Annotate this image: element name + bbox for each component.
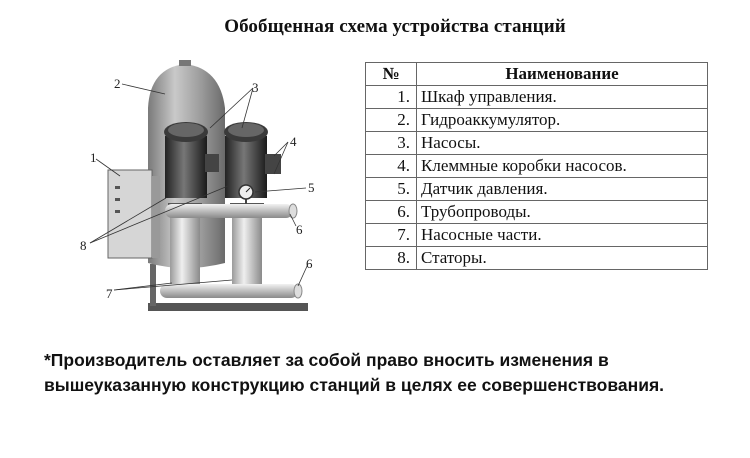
row-number: 8.	[366, 247, 417, 270]
lower-manifold-pipe	[160, 284, 302, 298]
row-name: Статоры.	[417, 247, 708, 270]
row-name: Шкаф управления.	[417, 86, 708, 109]
table-row	[366, 247, 708, 270]
row-name: Насосы.	[417, 132, 708, 155]
callout-3: 3	[252, 80, 259, 95]
row-name: Трубопроводы.	[417, 201, 708, 224]
row-number: 5.	[366, 178, 417, 201]
row-number: 6.	[366, 201, 417, 224]
pump-motor-right	[224, 122, 281, 198]
table-row	[366, 86, 708, 109]
page-title: Обобщенная схема устройства станций	[224, 16, 566, 37]
callout-4: 4	[290, 134, 297, 149]
pump-station-illustration	[60, 58, 360, 328]
disclaimer-note: *Производитель оставляет за собой право вносить изменения в вышеуказанную конструкцию станций в целях ее совершенствования.	[44, 350, 665, 395]
table-header-row	[366, 63, 708, 86]
table-row	[366, 201, 708, 224]
row-name: Клеммные коробки насосов.	[417, 155, 708, 178]
column-header-number: №	[366, 63, 417, 86]
table-row	[366, 224, 708, 247]
callout-2: 2	[114, 76, 121, 91]
table-row	[366, 155, 708, 178]
callout-6-lower: 6	[306, 256, 313, 271]
callout-6-upper: 6	[296, 222, 303, 237]
callout-1: 1	[90, 150, 97, 165]
column-header-name: Наименование	[417, 63, 708, 86]
control-cabinet	[108, 170, 160, 258]
row-name: Датчик давления.	[417, 178, 708, 201]
row-number: 1.	[366, 86, 417, 109]
row-number: 7.	[366, 224, 417, 247]
parts-table	[365, 62, 708, 270]
row-number: 4.	[366, 155, 417, 178]
callout-7: 7	[106, 286, 113, 301]
table-row	[366, 178, 708, 201]
row-name: Насосные части.	[417, 224, 708, 247]
row-number: 2.	[366, 109, 417, 132]
row-number: 3.	[366, 132, 417, 155]
upper-manifold-pipe	[165, 204, 297, 218]
callout-5: 5	[308, 180, 315, 195]
row-name: Гидроаккумулятор.	[417, 109, 708, 132]
table-row	[366, 132, 708, 155]
callout-8: 8	[80, 238, 87, 253]
table-row	[366, 109, 708, 132]
